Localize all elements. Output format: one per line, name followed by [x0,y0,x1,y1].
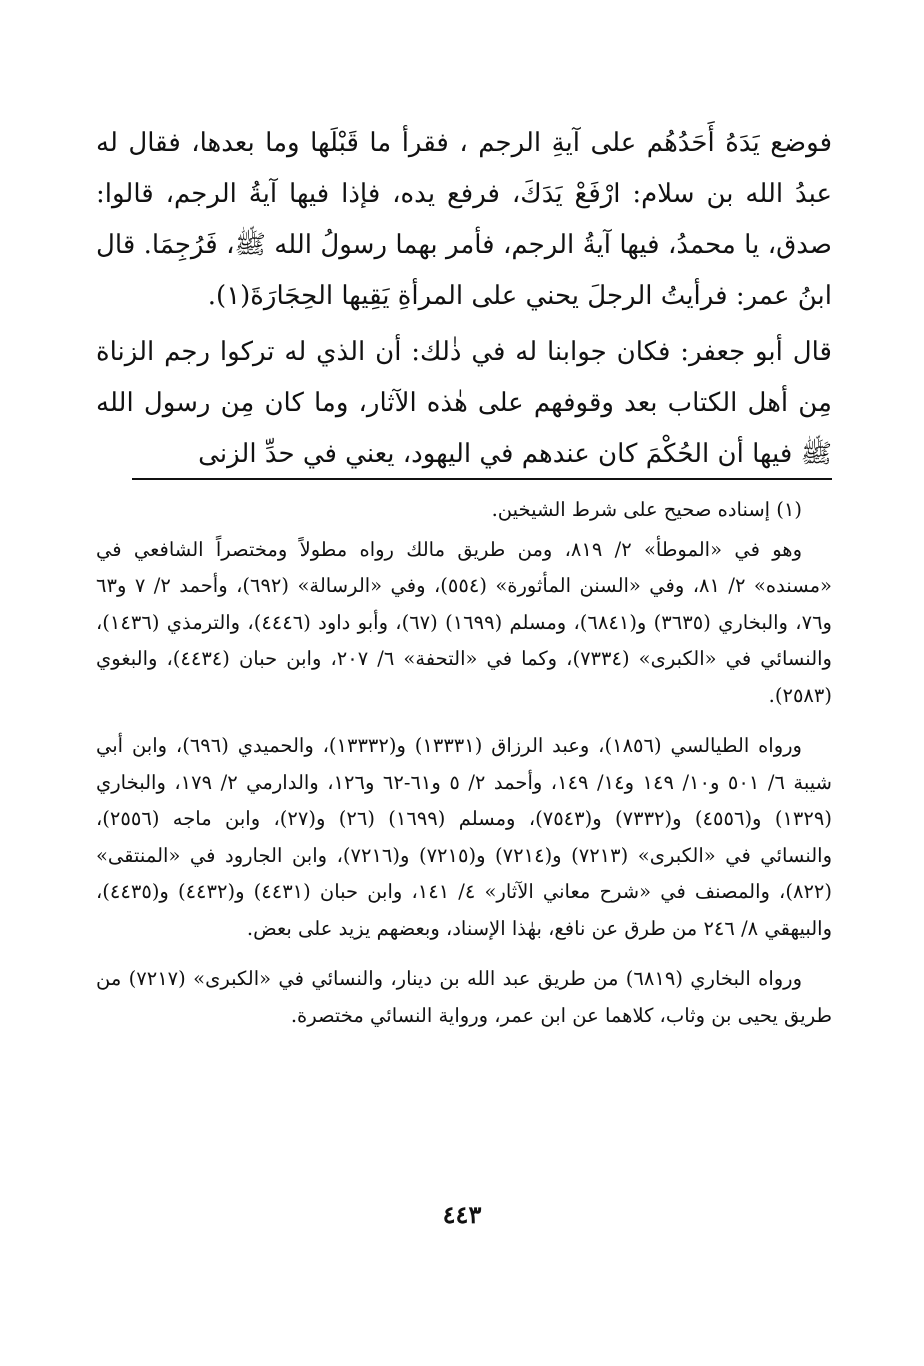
page-number: ٤٤٣ [442,1200,482,1229]
footnote-1: (١) إسناده صحيح على شرط الشيخين. [491,498,802,521]
footnote-paragraph-4: ورواه البخاري (٦٨١٩) من طريق عبد الله بن دينار، والنسائي في «الكبرى» (٧٢١٧) من طريق يحيى بن وثاب، كلاهما عن ابن عمر، ورواية النسائي مختصرة. [96,967,832,1027]
footnotes [96,492,832,1034]
footnote-paragraph-2: وهو في «الموطأ» ٢/ ٨١٩، ومن طريق مالك رواه مطولاً ومختصراً الشافعي في «مسنده» ٢/ ٨١، وفي «السنن المأثورة» (٥٥٤)، وفي «الرسالة» (٦٩٢)، وأحمد ٢/ ٧ و٦٣ و٧٦، والبخاري (٣٦٣٥) و(٦٨٤١)، ومسلم (١٦٩٩) (٦٧)، وأبو داود (٤٤٤٦)، والترمذي (١٤٣٦)، والنسائي في «الكبرى» (٧٣٣٤)، وكما في «التحفة» ٦/ ٢٠٧، وابن حبان (٤٤٣٤)، والبغوي (٢٥٨٣). [96,537,832,707]
main-paragraph-1: فوضع يَدَهُ أَحَدُهُم على آيةِ الرجم ، فقرأ ما قَبْلَها وما بعدها، فقال له عبدُ الله بن سلام: ارْفَعْ يَدَكَ، فرفع يده، فإذا فيها آيةُ الرجم، قالوا: صدق، يا محمدُ، فيها آيةُ الرجم، فأمر بهما رسولُ الله ﷺ، فَرُجِمَا. قال ابنُ عمر: فرأيتُ الرجلَ يحني على المرأةِ يَقِيها الحِجَارَةَ(١). [96,128,832,311]
main-text [96,118,832,480]
footnote-divider [132,478,832,480]
footnote-paragraph-3: ورواه الطيالسي (١٨٥٦)، وعبد الرزاق (١٣٣٣١) و(١٣٣٣٢)، والحميدي (٦٩٦)، وابن أبي شيبة ٦/ ٥٠١ و١٠/ ١٤٩ و١٤/ ١٤٩، وأحمد ٢/ ٥ و٦١-٦٢ و١٢٦، والدارمي ٢/ ١٧٩، والبخاري (١٣٢٩) و(٤٥٥٦) و(٧٣٣٢) و(٧٥٤٣)، ومسلم (١٦٩٩) (٢٦) و(٢٧)، وابن ماجه (٢٥٥٦)، والنسائي في «الكبرى» (٧٢١٣) و(٧٢١٤) و(٧٢١٥) و(٧٢١٦)، وابن الجارود في «المنتقى» (٨٢٢)، والمصنف في «شرح معاني الآثار» ٤/ ١٤١، وابن حبان (٤٤٣١) و(٤٤٣٢) و(٤٤٣٥)، والبيهقي ٨/ ٢٤٦ من طرق عن نافع، بهٰذا الإسناد، وبعضهم يزيد على بعض. [96,734,832,940]
main-paragraph-2: قال أبو جعفر: فكان جوابنا له في ذٰلك: أن الذي له تركوا رجم الزناة مِن أهل الكتاب بعد وقوفهم على هٰذه الآثار، وما كان مِن رسول الله ﷺ فيها أن الحُكْمَ كان عندهم في اليهود، يعني في حدِّ الزنى [96,337,832,469]
